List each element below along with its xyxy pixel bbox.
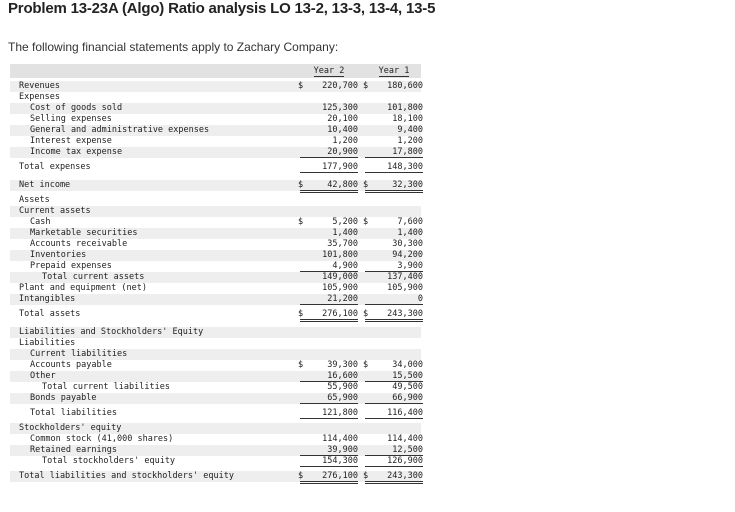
year2-value-cell [297, 272, 361, 283]
year2-value-cell [297, 434, 361, 445]
year2-value-cell [297, 471, 361, 482]
year2-value-cell [297, 147, 361, 158]
amount: 3,900 [397, 261, 423, 271]
row-label: General and administrative expenses [30, 125, 210, 135]
intro-text: The following financial statements apply to Zachary Company: [8, 40, 339, 54]
year2-value-cell [297, 261, 361, 272]
amount: 1,400 [397, 228, 423, 238]
year2-value-cell [297, 125, 361, 136]
statement-row [10, 360, 421, 371]
year2-value-cell [297, 382, 361, 393]
year2-value-cell [297, 250, 361, 261]
statement-row [10, 239, 421, 250]
year1-value-cell [362, 371, 426, 382]
statement-row [10, 81, 421, 92]
problem-title: Problem 13-23A (Algo) Ratio analysis LO 13-2, 13-3, 13-4, 13-5 [8, 0, 436, 17]
year2-value-cell [297, 180, 361, 191]
statement-row [10, 114, 421, 125]
year1-value-cell [362, 261, 426, 272]
row-label: Assets [19, 195, 50, 205]
row-label: Total liabilities and stockholders' equity [19, 471, 234, 481]
row-label: Interest expense [30, 136, 112, 146]
year2-value-cell [297, 283, 361, 294]
currency-symbol: $ [363, 81, 369, 91]
amount: 116,400 [387, 408, 423, 418]
column-header-year2: Year 2 [313, 66, 345, 76]
row-label: Retained earnings [30, 445, 117, 455]
column-header-year1: Year 1 [378, 66, 410, 76]
row-label: Stockholders' equity [19, 423, 122, 433]
year1-value-cell [362, 471, 426, 482]
amount: 66,900 [392, 393, 423, 403]
row-label: Bonds payable [30, 393, 97, 403]
year1-value-cell [362, 382, 426, 393]
amount: 15,500 [392, 371, 423, 381]
year2-value-cell [297, 371, 361, 382]
row-label: Plant and equipment (net) [19, 283, 147, 293]
amount: 177,900 [322, 162, 358, 172]
year2-value-cell [297, 228, 361, 239]
statement-row [10, 261, 421, 272]
amount: 20,100 [327, 114, 358, 124]
row-label: Total stockholders' equity [42, 456, 176, 466]
statement-row [10, 371, 421, 382]
row-label: Liabilities and Stockholders' Equity [19, 327, 204, 337]
row-label: Cash [30, 217, 51, 227]
statement-row [10, 393, 421, 404]
currency-symbol: $ [298, 180, 304, 190]
row-label: Revenues [19, 81, 60, 91]
statement-row [10, 103, 421, 114]
amount: 65,900 [327, 393, 358, 403]
amount: 137,400 [387, 272, 423, 282]
amount: 9,400 [397, 125, 423, 135]
amount: 12,500 [392, 445, 423, 455]
amount: 149,000 [322, 272, 358, 282]
amount: 121,800 [322, 408, 358, 418]
currency-symbol: $ [363, 180, 369, 190]
statement-row [10, 382, 421, 393]
amount: 55,900 [327, 382, 358, 392]
amount: 7,600 [397, 217, 423, 227]
row-label: Cost of goods sold [30, 103, 123, 113]
year1-value-cell [362, 147, 426, 158]
currency-symbol: $ [298, 471, 304, 481]
year2-value-cell [297, 445, 361, 456]
currency-symbol: $ [298, 309, 304, 319]
row-label: Accounts payable [30, 360, 112, 370]
amount: 276,100 [322, 471, 358, 481]
financial-statement-table [10, 64, 421, 495]
year2-value-cell [297, 393, 361, 404]
row-label: Common stock (41,000 shares) [30, 434, 174, 444]
amount: 42,800 [327, 180, 358, 190]
amount: 105,900 [387, 283, 423, 293]
row-label: Accounts receivable [30, 239, 128, 249]
amount: 243,300 [387, 309, 423, 319]
amount: 276,100 [322, 309, 358, 319]
header-band [10, 64, 421, 78]
year2-value-cell [297, 103, 361, 114]
year1-value-cell [362, 239, 426, 250]
amount: 4,900 [332, 261, 358, 271]
statement-row [10, 349, 421, 360]
amount: 49,500 [392, 382, 423, 392]
statement-row [10, 92, 421, 103]
year2-value-cell [297, 360, 361, 371]
amount: 114,400 [322, 434, 358, 444]
row-label: Liabilities [19, 338, 76, 348]
year2-value-cell [297, 294, 361, 305]
year2-value-cell [297, 136, 361, 147]
amount: 94,200 [392, 250, 423, 260]
year1-value-cell [362, 445, 426, 456]
amount: 105,900 [322, 283, 358, 293]
amount: 16,600 [327, 371, 358, 381]
amount: 18,100 [392, 114, 423, 124]
row-label: Selling expenses [30, 114, 112, 124]
year1-value-cell [362, 81, 426, 92]
amount: 17,800 [392, 147, 423, 157]
row-label: Intangibles [19, 294, 76, 304]
row-label: Current assets [19, 206, 91, 216]
amount: 0 [417, 294, 423, 304]
row-label: Net income [19, 180, 71, 190]
amount: 5,200 [332, 217, 358, 227]
amount: 101,800 [387, 103, 423, 113]
row-label: Total assets [19, 309, 81, 319]
statement-row [10, 471, 421, 482]
amount: 180,600 [387, 81, 423, 91]
currency-symbol: $ [298, 360, 304, 370]
year1-value-cell [362, 136, 426, 147]
statement-row [10, 327, 421, 338]
statement-row [10, 162, 421, 173]
statement-row [10, 217, 421, 228]
statement-row [10, 434, 421, 445]
statement-row [10, 250, 421, 261]
statement-row [10, 136, 421, 147]
currency-symbol: $ [363, 471, 369, 481]
year2-value-cell [297, 162, 361, 173]
row-label: Expenses [19, 92, 60, 102]
amount: 243,300 [387, 471, 423, 481]
year1-value-cell [362, 393, 426, 404]
row-label: Prepaid expenses [30, 261, 112, 271]
row-label: Total current assets [42, 272, 145, 282]
year1-value-cell [362, 125, 426, 136]
year2-value-cell [297, 81, 361, 92]
year1-value-cell [362, 283, 426, 294]
amount: 1,200 [397, 136, 423, 146]
year2-value-cell [297, 309, 361, 320]
amount: 20,900 [327, 147, 358, 157]
statement-row [10, 206, 421, 217]
year1-value-cell [362, 294, 426, 305]
amount: 39,900 [327, 445, 358, 455]
statement-row [10, 294, 421, 305]
currency-symbol: $ [298, 81, 304, 91]
amount: 21,200 [327, 294, 358, 304]
statement-row [10, 445, 421, 456]
year1-value-cell [362, 114, 426, 125]
amount: 1,400 [332, 228, 358, 238]
year1-value-cell [362, 162, 426, 173]
row-label: Other [30, 371, 56, 381]
row-label: Current liabilities [30, 349, 128, 359]
currency-symbol: $ [363, 217, 369, 227]
statement-row [10, 309, 421, 320]
amount: 125,300 [322, 103, 358, 113]
statement-row [10, 423, 421, 434]
year1-value-cell [362, 217, 426, 228]
row-label: Total current liabilities [42, 382, 170, 392]
amount: 154,300 [322, 456, 358, 466]
amount: 114,400 [387, 434, 423, 444]
row-label: Income tax expense [30, 147, 123, 157]
statement-row [10, 408, 421, 419]
statement-row [10, 180, 421, 191]
year1-value-cell [362, 408, 426, 419]
amount: 10,400 [327, 125, 358, 135]
year2-value-cell [297, 239, 361, 250]
amount: 30,300 [392, 239, 423, 249]
year2-value-cell [297, 114, 361, 125]
row-label: Inventories [30, 250, 87, 260]
statement-row [10, 125, 421, 136]
statement-row [10, 147, 421, 158]
year2-value-cell [297, 456, 361, 467]
year1-value-cell [362, 103, 426, 114]
year1-value-cell [362, 180, 426, 191]
amount: 148,300 [387, 162, 423, 172]
year2-value-cell [297, 217, 361, 228]
currency-symbol: $ [363, 360, 369, 370]
year2-value-cell [297, 408, 361, 419]
statement-row [10, 272, 421, 283]
amount: 101,800 [322, 250, 358, 260]
statement-row [10, 283, 421, 294]
currency-symbol: $ [298, 217, 304, 227]
statement-row [10, 456, 421, 467]
amount: 35,700 [327, 239, 358, 249]
statement-row [10, 338, 421, 349]
statement-row [10, 195, 421, 206]
year1-value-cell [362, 250, 426, 261]
currency-symbol: $ [363, 309, 369, 319]
row-label: Marketable securities [30, 228, 138, 238]
year1-value-cell [362, 434, 426, 445]
year1-value-cell [362, 272, 426, 283]
statement-row [10, 228, 421, 239]
amount: 126,900 [387, 456, 423, 466]
amount: 32,300 [392, 180, 423, 190]
amount: 1,200 [332, 136, 358, 146]
year1-value-cell [362, 456, 426, 467]
row-label: Total liabilities [30, 408, 117, 418]
year1-value-cell [362, 360, 426, 371]
amount: 34,000 [392, 360, 423, 370]
year1-value-cell [362, 309, 426, 320]
year1-value-cell [362, 228, 426, 239]
amount: 39,300 [327, 360, 358, 370]
row-label: Total expenses [19, 162, 91, 172]
amount: 220,700 [322, 81, 358, 91]
